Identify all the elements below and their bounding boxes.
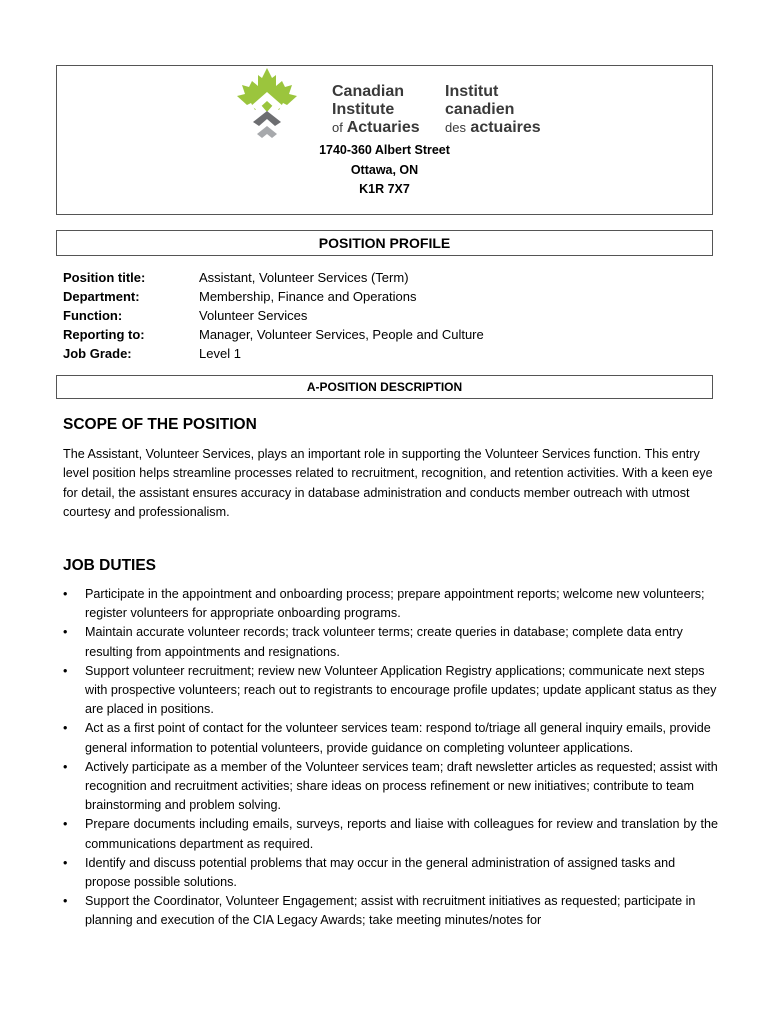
profile-label: Function:	[63, 308, 123, 323]
list-item	[63, 758, 718, 816]
bullet-icon: •	[63, 587, 68, 601]
duty-text: Support the Coordinator, Volunteer Engagement; assist with recruitment initiatives as requested; participate in planning and execution of the CIA Legacy Awards; take meeting minutes/notes for	[85, 894, 696, 928]
logo-text-french	[445, 83, 541, 137]
position-description-title: A-POSITION DESCRIPTION	[56, 375, 713, 399]
list-item	[63, 662, 718, 720]
duty-text: Participate in the appointment and onboarding process; prepare appointment reports; welcome new volunteers; register volunteers for appropriate onboarding programs.	[85, 587, 705, 621]
bullet-icon: •	[63, 855, 68, 870]
duty-text: Support volunteer recruitment; review new Volunteer Application Registry applications; communicate next steps with prospective volunteers; reach out to registrants to encourage profile updates; update applicant status as they are placed in positions.	[85, 663, 717, 717]
bullet-icon: •	[63, 625, 68, 640]
profile-value: Assistant, Volunteer Services (Term)	[199, 270, 409, 285]
logo-text-english	[332, 83, 420, 137]
position-profile-title: POSITION PROFILE	[56, 230, 713, 256]
logo-en-line3	[332, 119, 420, 137]
logo-en-of: of	[332, 120, 343, 135]
list-item	[63, 815, 718, 853]
bullet-icon: •	[63, 894, 68, 909]
logo-en-line1: Canadian	[332, 83, 405, 100]
list-item	[63, 854, 718, 892]
list-item	[63, 719, 718, 757]
job-duties-list	[63, 585, 718, 931]
cia-logo	[227, 68, 567, 146]
logo-fr-line1: Institut	[445, 83, 499, 100]
list-item	[63, 585, 718, 623]
maple-chevron-logo-icon	[227, 68, 327, 146]
logo-fr-line2: canadien	[445, 101, 515, 118]
profile-value: Volunteer Services	[199, 308, 308, 323]
address-postal-code: K1R 7X7	[359, 182, 410, 196]
list-item	[63, 892, 718, 930]
address-street: 1740-360 Albert Street	[319, 143, 450, 157]
profile-value: Level 1	[199, 346, 241, 361]
logo-fr-line3	[445, 119, 541, 137]
profile-label: Department:	[63, 289, 140, 304]
logo-fr-des: des	[445, 120, 466, 135]
duty-text: Identify and discuss potential problems that may occur in the general administration of assigned tasks and propose possible solutions.	[85, 855, 676, 890]
profile-label: Position title:	[63, 270, 146, 285]
duty-text: Maintain accurate volunteer records; track volunteer terms; create queries in database; complete data entry resulting from appointments and resignations.	[85, 625, 683, 659]
logo-fr-actuaires: actuaires	[470, 119, 541, 136]
profile-label: Job Grade:	[63, 346, 132, 361]
bullet-icon: •	[63, 817, 68, 832]
bullet-icon: •	[63, 663, 68, 678]
address-city: Ottawa, ON	[350, 162, 419, 177]
profile-value: Manager, Volunteer Services, People and Culture	[199, 327, 484, 342]
bullet-icon: •	[63, 721, 68, 736]
scope-paragraph: The Assistant, Volunteer Services, plays an important role in supporting the Volunteer Services function. This entry level position helps streamline processes related to recruitment, recognition, and retention activities. With a keen eye for detail, the assistant ensures accuracy in database administration and conducts member outreach with utmost courtesy and professionalism.	[63, 447, 713, 520]
duty-text: Prepare documents including emails, surveys, reports and liaise with colleagues for review and translation by the communications department as required.	[85, 817, 718, 851]
scope-heading: SCOPE OF THE POSITION	[63, 416, 257, 433]
logo-en-actuaries: Actuaries	[346, 119, 420, 136]
letterhead	[56, 65, 713, 215]
list-item	[63, 623, 718, 661]
bullet-icon: •	[63, 759, 68, 774]
profile-label: Reporting to:	[63, 327, 145, 342]
job-duties-heading: JOB DUTIES	[63, 557, 157, 574]
duty-text: Act as a first point of contact for the volunteer services team: respond to/triage all general inquiry emails, provide general information to potential volunteers, provide guidance on completing volunteer applications.	[85, 721, 711, 755]
duty-text: Actively participate as a member of the Volunteer services team; draft newsletter articles as requested; assist with recognition and recruitment activities; share ideas on process refinement or new initiatives; contribute to team brainstorming and problem solving.	[85, 759, 718, 813]
address-block	[57, 141, 712, 200]
profile-value: Membership, Finance and Operations	[199, 289, 417, 304]
logo-en-line2: Institute	[332, 101, 395, 118]
